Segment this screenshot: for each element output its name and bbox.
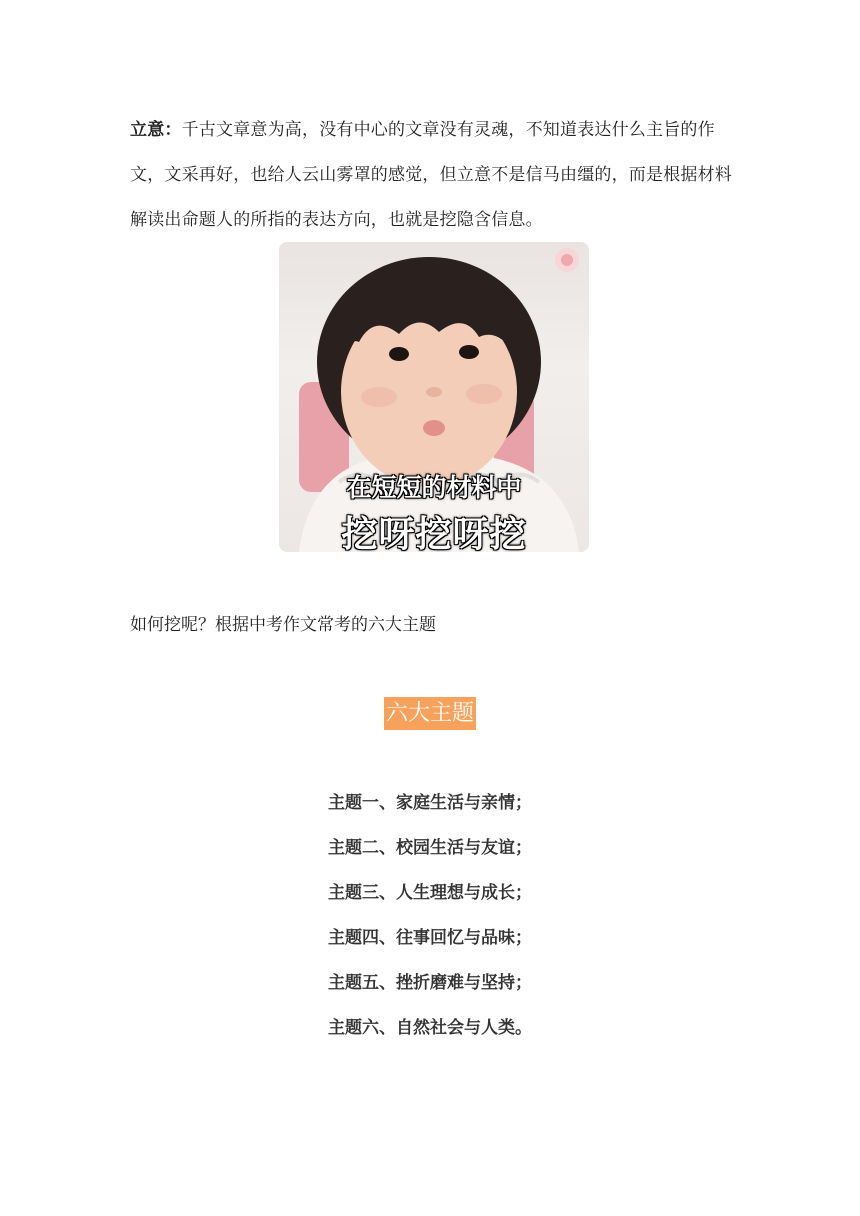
list-item: 主题六、自然社会与人类。 [328,1018,532,1038]
question-text: 如何挖呢？根据中考作文常考的六大主题 [130,615,436,635]
intro-text: 千古文章意为高，没有中心的文章没有灵魂，不知道表达什么主旨的作文，文采再好，也给人云山雾罩的感觉，但立意不是信马由缰的，而是根据材料解读出命题人的所指的表达方向，也就是挖隐含信息。 [130,120,732,230]
list-item: 主题四、往事回忆与品味； [328,928,532,948]
list-item: 主题五、挫折磨难与坚持； [328,973,532,993]
section-heading: 六大主题 [384,697,476,730]
meme-caption-line2: 挖呀挖呀挖 [341,514,527,552]
meme-caption-line1: 在短短的材料中 [346,473,522,502]
intro-lead: 立意： [130,120,182,140]
intro-paragraph [130,108,732,243]
meme-image [279,242,589,552]
list-item: 主题三、人生理想与成长； [328,883,532,903]
list-item: 主题一、家庭生活与亲情； [328,793,532,813]
list-item: 主题二、校园生活与友谊； [328,838,532,858]
theme-list [0,786,860,1056]
